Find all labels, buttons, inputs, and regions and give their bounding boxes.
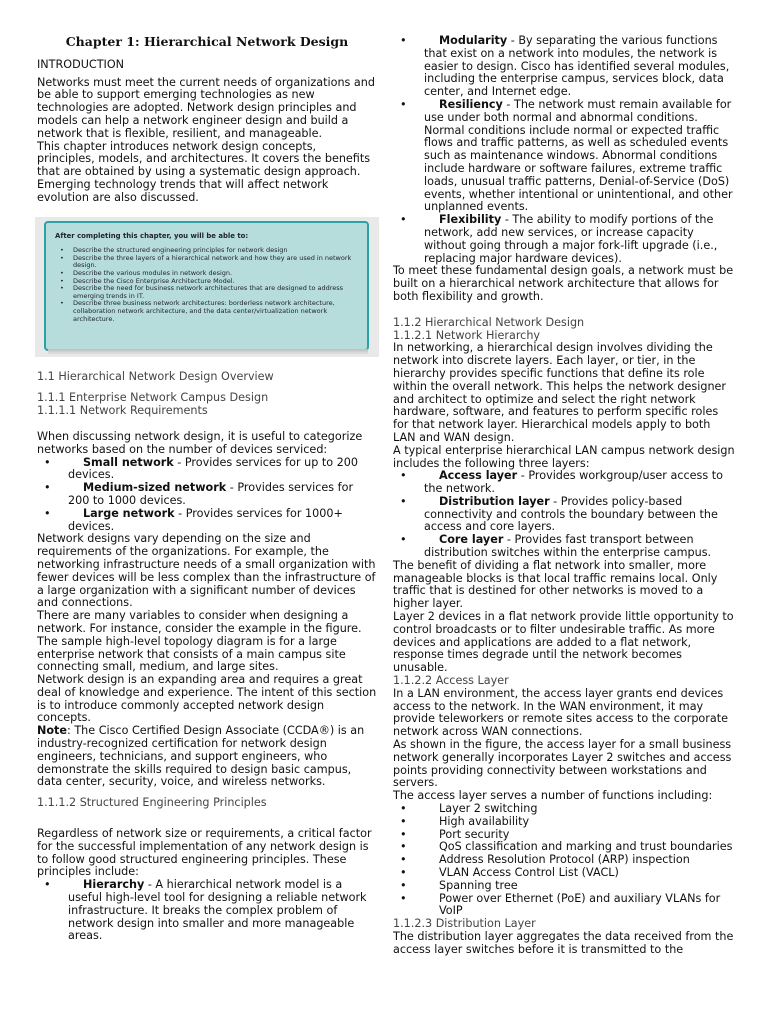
objective-item: • Describe the three layers of a hierarchical network and how they are used in network design.	[55, 255, 358, 270]
size-desc: - Provides services for up to 200 devices.	[68, 455, 359, 482]
layer-desc: - Provides fast transport between distribution switches within the enterprise campus.	[424, 533, 712, 560]
requirements-paragraph-3: There are many variables to consider when designing a network. For instance, consider the example in the figure. The sample high-level topology diagram is for a large enterprise network that consists of a main campus site connecting small, medium, and large sites.	[37, 609, 362, 674]
section-heading-1-1-2-1: 1.1.2.1 Network Hierarchy	[393, 328, 541, 342]
chapter-objectives-figure	[35, 217, 379, 357]
size-desc: - Provides services for 1000+ devices.	[68, 506, 343, 533]
section-heading-1-1-1: 1.1.1 Enterprise Network Campus Design	[37, 391, 269, 405]
objectives-list	[55, 247, 358, 323]
principle-term: Flexibility	[439, 213, 502, 227]
access-function-item: • Spanning tree	[393, 880, 735, 893]
layer-item	[393, 496, 735, 534]
left-column	[37, 0, 377, 943]
layers-list	[393, 470, 735, 560]
principles-list-continued	[393, 35, 735, 265]
access-function-item: • VLAN Access Control List (VACL)	[393, 867, 735, 880]
note-label: Note	[37, 724, 67, 738]
access-function-item: • Layer 2 switching	[393, 803, 735, 816]
principle-desc: - The network must remain available for use under both normal and abnormal conditions. Normal conditions include normal or expected traffic flows and traffic patterns, as well as scheduled events such as maintenance windows. Abnormal conditions include hardware or software failures, extreme traffic loads, unusual traffic patterns, Denial-of-Service (DoS) events, whether intentional or unintentional, and other unplanned events.	[424, 97, 733, 214]
figure-shadow	[48, 349, 368, 355]
principle-desc: - By separating the various functions that exist on a network into modules, the network is easier to design. Cisco has identified several modules, including the enterprise campus, services block, data center, and Internet edge.	[424, 34, 730, 99]
section-heading-1-1-2: 1.1.2 Hierarchical Network Design	[393, 315, 585, 329]
objective-item: • Describe three business network architectures: borderless network architecture, collaboration network architecture, and the data center/virtualization network architecture.	[55, 300, 358, 323]
access-paragraph-3: The access layer serves a number of functions including:	[393, 789, 713, 803]
layer-term: Core layer	[439, 533, 504, 547]
distribution-paragraph-1: The distribution layer aggregates the data received from the access layer switches before it is transmitted to the	[393, 929, 734, 956]
layer-term: Distribution layer	[439, 494, 550, 508]
section-heading-1-1: 1.1 Hierarchical Network Design Overview	[37, 369, 274, 383]
hierarchy-paragraph-1: In networking, a hierarchical design involves dividing the network into discrete layers. Each layer, or tier, in the hierarchy provides specific functions that define its role within the overall network. This helps the network designer and architect to optimize and select the right network hardware, software, and features to perform specific roles for that network layer. Hierarchical models apply to both LAN and WAN design.	[393, 341, 727, 444]
principle-term: Resiliency	[439, 97, 503, 111]
requirements-paragraph-4: Network design is an expanding area and requires a great deal of knowledge and experience. The intent of this section is to introduce commonly accepted network design concepts.	[37, 673, 377, 725]
size-term: Small network	[83, 455, 174, 469]
note-text: : The Cisco Certified Design Associate (CCDA®) is an industry-recognized certification for network design engineers, technicians, and support engineers, who demonstrate the skills required to design basic campus, data center, security, voice, and wireless networks.	[37, 724, 365, 789]
access-function-item: • Address Resolution Protocol (ARP) inspection	[393, 854, 735, 867]
layer-desc: - Provides workgroup/user access to the network.	[424, 469, 723, 496]
access-function-item: • High availability	[393, 816, 735, 829]
hierarchy-paragraph-2: A typical enterprise hierarchical LAN campus network design includes the following three layers:	[393, 443, 735, 470]
intro-paragraph-1: Networks must meet the current needs of organizations and be able to support emerging technologies as new technologies are adopted. Network design principles and models can help a network engineer design and build a network that is flexible, resilient, and manageable.	[37, 75, 375, 140]
intro-paragraph-2: This chapter introduces network design concepts, principles, models, and architectures. It covers the benefits that are obtained by using a systematic design approach. Emerging technology trends that will affect network evolution are also discussed.	[37, 139, 371, 204]
principle-desc: - The ability to modify portions of the network, add new services, or increase capacity without going through a major fork-lift upgrade (i.e., replacing major hardware devices).	[424, 213, 718, 265]
objective-item: • Describe the Cisco Enterprise Architecture Model.	[55, 278, 358, 286]
section-heading-1-1-1-1: 1.1.1.1 Network Requirements	[37, 404, 208, 418]
layer-term: Access layer	[439, 469, 518, 483]
objective-item: • Describe the various modules in network design.	[55, 270, 358, 278]
access-function-item: • Port security	[393, 829, 735, 842]
section-heading-1-1-2-3: 1.1.2.3 Distribution Layer	[393, 917, 536, 931]
objectives-box	[44, 221, 369, 351]
flat-network-paragraph-2: Layer 2 devices in a flat network provide little opportunity to control broadcasts or to filter undesirable traffic. As more devices and applications are added to a flat network, response times degrade until the network becomes unusable.	[393, 610, 734, 675]
objective-item: • Describe the structured engineering principles for network design	[55, 247, 358, 255]
network-size-item	[37, 482, 377, 508]
principle-term: Modularity	[439, 34, 508, 47]
access-paragraph-2: As shown in the figure, the access layer for a small business network generally incorporates Layer 2 switches and access points providing connectivity between workstations and servers.	[393, 738, 732, 790]
principle-item-hierarchy	[37, 879, 377, 943]
principle-desc: - A hierarchical network model is a useful high-level tool for designing a reliable network infrastructure. It breaks the complex problem of network design into smaller and more manageable areas.	[68, 878, 367, 943]
requirements-intro: When discussing network design, it is useful to categorize networks based on the number of devices serviced:	[37, 429, 363, 456]
section-heading-1-1-2-2: 1.1.2.2 Access Layer	[393, 674, 509, 688]
section-heading-1-1-1-2: 1.1.1.2 Structured Engineering Principles	[37, 796, 267, 810]
size-term: Medium-sized network	[83, 481, 227, 495]
network-size-item	[37, 457, 377, 483]
flat-network-paragraph-1: The benefit of dividing a flat network into smaller, more manageable blocks is that local traffic remains local. Only traffic that is destined for other networks is moved to a higher layer.	[393, 558, 718, 611]
size-desc: - Provides services for 200 to 1000 devices.	[68, 481, 354, 507]
size-term: Large network	[83, 506, 175, 520]
principles-list-start	[37, 879, 377, 943]
layer-desc: - Provides policy-based connectivity and controls the boundary between the access and core layers.	[424, 494, 718, 534]
introduction-heading: INTRODUCTION	[37, 57, 125, 71]
layer-item	[393, 470, 735, 496]
principles-intro: Regardless of network size or requirements, a critical factor for the successful implementation of any network design is to follow good structured engineering principles. These principles include:	[37, 827, 372, 879]
network-size-item	[37, 508, 377, 534]
requirements-paragraph-2: Network designs vary depending on the size and requirements of the organizations. For example, the networking infrastructure needs of a small organization with fewer devices will be less complex than the infrastructure of a large organization with a significant number of devices and connections.	[37, 532, 376, 610]
objectives-heading: After completing this chapter, you will be able to:	[55, 231, 249, 240]
chapter-title: Chapter 1: Hierarchical Network Design	[65, 34, 349, 49]
note-paragraph	[37, 725, 377, 789]
right-column	[393, 0, 735, 957]
layer-item	[393, 534, 735, 560]
network-size-list	[37, 457, 377, 534]
access-functions-list	[393, 803, 735, 918]
principle-item	[393, 99, 735, 214]
access-paragraph-1: In a LAN environment, the access layer grants end devices access to the network. In the WAN environment, it may provide teleworkers or remote sites access to the corporate network across WAN connections.	[393, 686, 728, 739]
access-function-item: • Power over Ethernet (PoE) and auxiliary VLANs for VoIP	[393, 893, 735, 919]
access-function-item: • QoS classification and marking and trust boundaries	[393, 841, 735, 854]
objective-item: • Describe the need for business network architectures that are designed to address emerging trends in IT.	[55, 285, 358, 300]
design-goals-paragraph: To meet these fundamental design goals, a network must be built on a hierarchical network architecture that allows for both flexibility and growth.	[393, 264, 734, 303]
principle-item	[393, 214, 735, 265]
principle-term: Hierarchy	[83, 878, 145, 892]
principle-item	[393, 35, 735, 99]
